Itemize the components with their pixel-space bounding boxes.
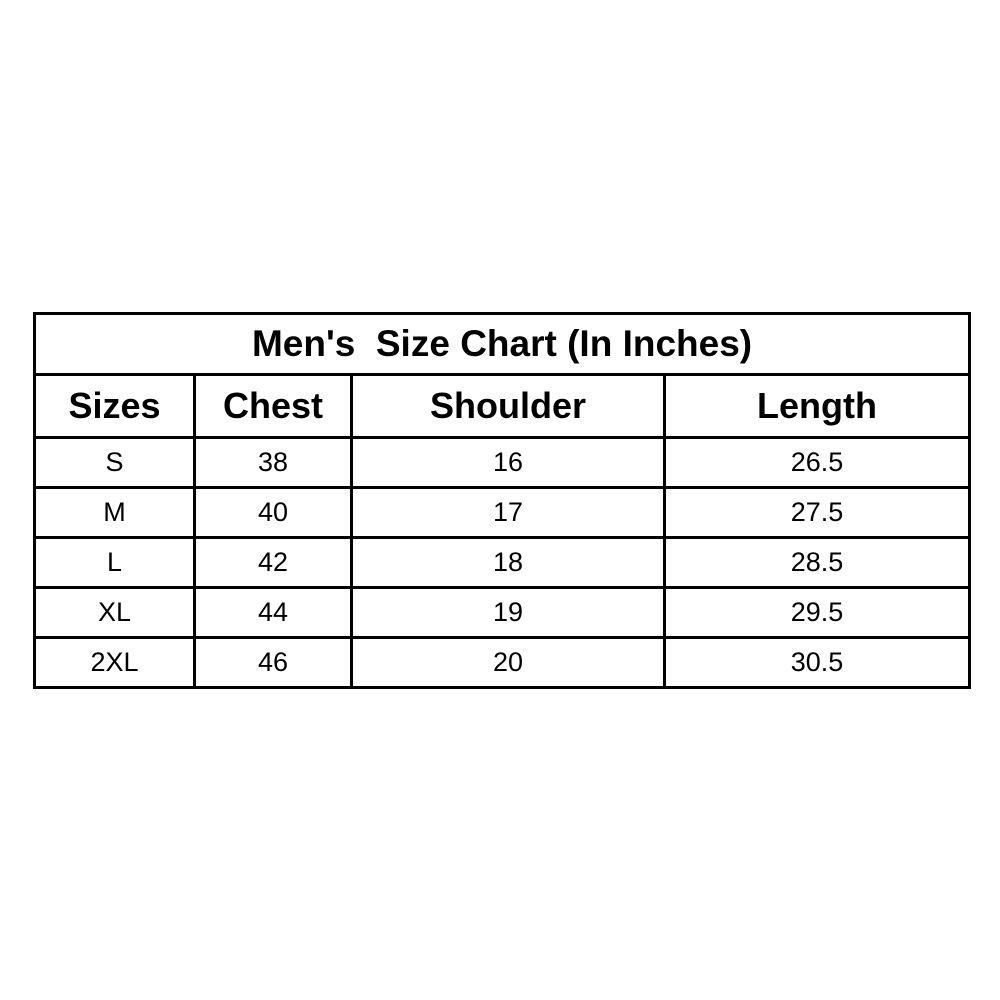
cell-chest: 40 — [195, 488, 352, 538]
column-header-chest: Chest — [195, 375, 352, 438]
cell-length: 27.5 — [665, 488, 970, 538]
cell-size: L — [35, 538, 195, 588]
column-header-sizes: Sizes — [35, 375, 195, 438]
cell-shoulder: 18 — [352, 538, 665, 588]
cell-length: 26.5 — [665, 438, 970, 488]
table-row-l — [35, 538, 970, 588]
table-row-2xl — [35, 638, 970, 688]
cell-length: 28.5 — [665, 538, 970, 588]
cell-length: 30.5 — [665, 638, 970, 688]
title-row — [35, 314, 970, 375]
table-row-xl — [35, 588, 970, 638]
cell-shoulder: 17 — [352, 488, 665, 538]
column-header-shoulder: Shoulder — [352, 375, 665, 438]
size-chart-table — [33, 312, 971, 689]
cell-shoulder: 20 — [352, 638, 665, 688]
cell-size: M — [35, 488, 195, 538]
cell-chest: 46 — [195, 638, 352, 688]
cell-shoulder: 16 — [352, 438, 665, 488]
cell-chest: 44 — [195, 588, 352, 638]
cell-size: XL — [35, 588, 195, 638]
header-row — [35, 375, 970, 438]
cell-size: 2XL — [35, 638, 195, 688]
table-row-m — [35, 488, 970, 538]
cell-length: 29.5 — [665, 588, 970, 638]
table-row-s — [35, 438, 970, 488]
cell-size: S — [35, 438, 195, 488]
column-header-length: Length — [665, 375, 970, 438]
cell-shoulder: 19 — [352, 588, 665, 638]
table-title: Men's Size Chart (In Inches) — [35, 314, 970, 375]
cell-chest: 42 — [195, 538, 352, 588]
cell-chest: 38 — [195, 438, 352, 488]
